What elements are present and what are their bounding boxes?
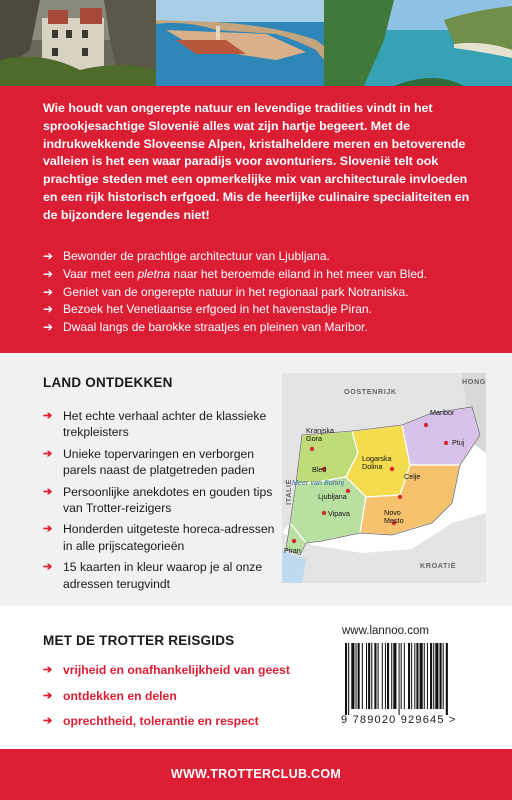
highlight-list <box>43 248 483 337</box>
arrow-icon: ➔ <box>43 689 53 702</box>
list-item: ➔ Unieke topervaringen en verborgen parels naast de platgetreden paden <box>43 446 255 478</box>
map-label-maribor: Maribor <box>430 408 455 417</box>
land-ontdekken-section <box>0 353 512 606</box>
values-list <box>43 662 290 739</box>
map-label-kranjska-gora: Kranjska Gora <box>306 426 334 444</box>
photo-piran-coast <box>156 0 324 86</box>
list-item: ➔ Geniet van de ongerepte natuur in het regionaal park Notraniska. <box>43 284 483 302</box>
list-item: ➔ ontdekken en delen <box>43 688 177 703</box>
country-label-hungary: HONG <box>462 377 486 386</box>
map-label-vipava: Vipava <box>328 509 350 518</box>
section-heading: MET DE TROTTER REISGIDS <box>43 633 235 648</box>
arrow-icon: ➔ <box>43 249 54 263</box>
map-label-ptuj: Ptuj <box>452 438 465 447</box>
map-label-logarska-dolina: Logarska Dolina <box>362 454 392 472</box>
list-item: ➔ Bewonder de prachtige architectuur van Ljubljana. <box>43 248 483 266</box>
list-item: ➔ Honderden uitgeteste horeca-adressen in alle prijscategorieën <box>43 522 275 553</box>
list-item: ➔ Bezoek het Venetiaanse erfgoed in het havenstadje Piran. <box>43 301 483 319</box>
barcode <box>341 643 487 715</box>
feature-list <box>43 408 283 597</box>
country-label-italy: ITALIË <box>284 479 293 505</box>
map-label-bohinj: Meer van Bohinj <box>292 478 344 487</box>
cover-photo-strip <box>0 0 512 86</box>
country-label-austria: OOSTENRIJK <box>344 387 397 396</box>
isbn-number: 9 789020 929645 > <box>341 714 457 726</box>
intro-text <box>43 100 483 225</box>
list-item: ➔ 15 kaarten in kleur waarop je al onze adressen terugvindt <box>43 560 263 591</box>
arrow-icon: ➔ <box>43 410 53 422</box>
list-item: ➔ Vaar met een pletna naar het beroemde eiland in het meer van Bled. <box>43 266 483 284</box>
arrow-icon: ➔ <box>43 523 53 536</box>
list-item: ➔ Het echte verhaal achter de klassieke trekpleisters <box>43 409 267 440</box>
publisher-url: www.lannoo.com <box>342 625 429 637</box>
footer-url: WWW.TROTTERCLUB.COM <box>0 749 512 800</box>
section-heading: LAND ONTDEKKEN <box>43 375 173 390</box>
list-item: ➔ Persoonlijke anekdotes en gouden tips van Trotter-reizigers <box>43 484 273 516</box>
slovenia-map <box>282 373 486 583</box>
list-item: ➔ vrijheid en onafhankelijkheid van geest <box>43 663 290 677</box>
arrow-icon: ➔ <box>43 561 53 574</box>
intro-section <box>0 86 512 353</box>
arrow-icon: ➔ <box>43 320 54 335</box>
map-label-novo-mesto: Novo Mesto <box>384 508 404 526</box>
arrow-icon: ➔ <box>43 447 53 460</box>
list-item: ➔ Dwaal langs de barokke straatjes en pleinen van Maribor. <box>43 319 483 337</box>
arrow-icon: ➔ <box>43 664 53 676</box>
list-item: ➔ oprechtheid, tolerantie en respect <box>43 714 259 728</box>
arrow-icon: ➔ <box>43 715 53 727</box>
arrow-icon: ➔ <box>43 266 54 281</box>
intro-paragraph: Wie houdt van ongerepte natuur en levendige tradities vindt in het sprookjesachtige Slovenië alles wat zijn hartje begeert. Met de indrukwekkende Sloveense Alpen, kristalheldere meren en betoverende valleien is het een waar paradijs voor avonturiers. Slovenië telt ook prachtige steden met een opmerkelijke mix van architecturale invloeden en een rijk historisch erfgoed. Mis de heerlijke culinaire specialiteiten en de bijzondere legendes niet! <box>43 101 470 222</box>
arrow-icon: ➔ <box>43 284 54 299</box>
photo-lake-cliffs <box>324 0 512 86</box>
arrow-icon: ➔ <box>43 485 53 498</box>
pletna-term: pletna <box>137 266 171 281</box>
map-label-bled: Bled <box>312 465 327 474</box>
country-label-croatia: KROATIË <box>420 561 457 570</box>
arrow-icon: ➔ <box>43 302 54 317</box>
map-label-celje: Celje <box>404 472 421 481</box>
map-label-piran: Piran <box>284 546 301 555</box>
map-label-ljubljana: Ljubljana <box>318 492 347 501</box>
photo-predjama-castle <box>0 0 156 86</box>
